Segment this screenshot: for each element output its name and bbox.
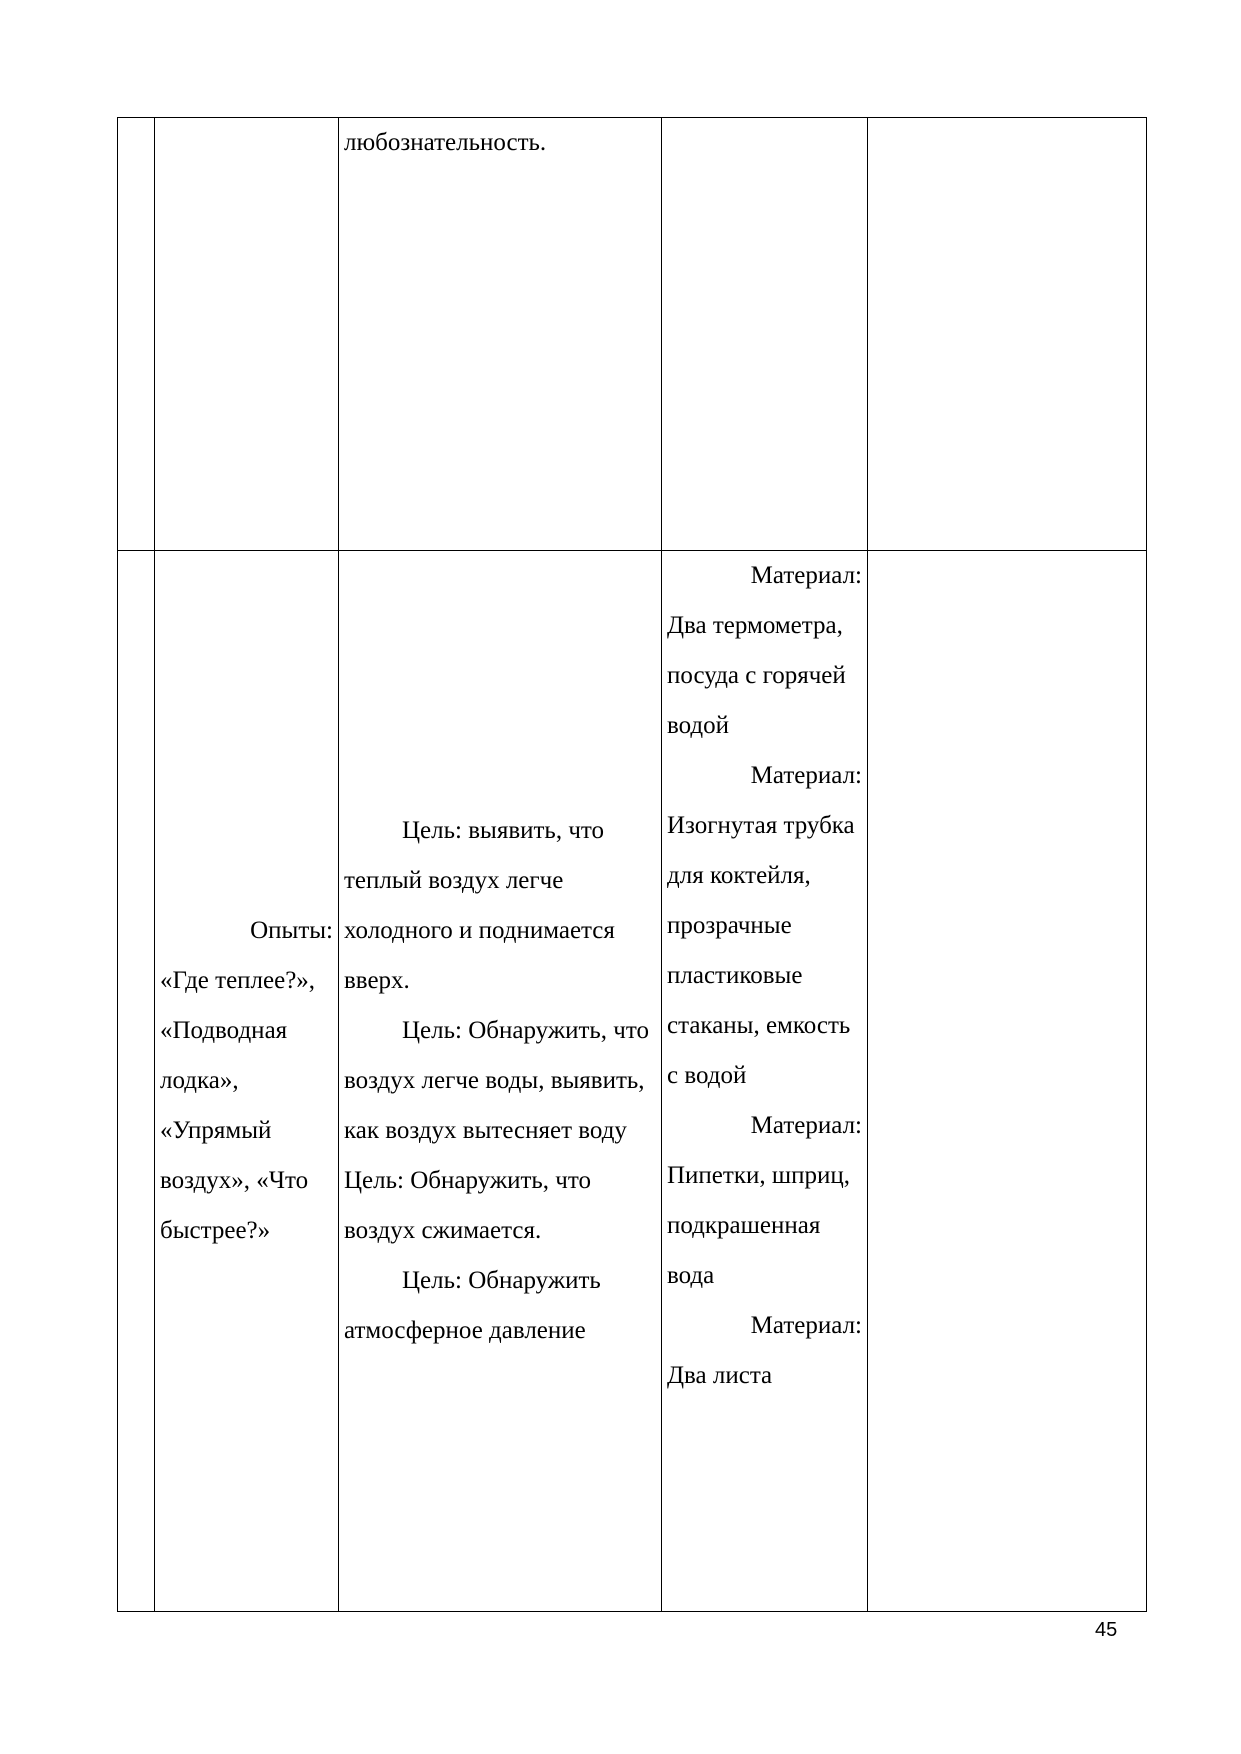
material-label: Материал: [750, 1312, 862, 1339]
goal-paragraph: Цель: Обнаружить, что воздух сжимается. [344, 1167, 591, 1244]
cell-notes [868, 551, 1147, 1612]
table-row [118, 551, 1147, 1612]
cell-notes [868, 118, 1147, 551]
material-label: Материал: [750, 562, 862, 589]
goal-text: любознательность. [344, 129, 547, 156]
material-text: Пипетки, шприц, подкрашенная вода [667, 1162, 850, 1289]
page-number: 45 [1095, 1619, 1118, 1641]
goal-paragraph: Цель: Обнаружить атмосферное давление [344, 1267, 601, 1344]
cell-number [118, 118, 155, 551]
cell-goal [339, 551, 662, 1612]
activity-text: «Где теплее?», «Подводная лодка», «Упрямый воздух», «Что быстрее?» [160, 967, 316, 1244]
cell-number [118, 551, 155, 1612]
cell-material [662, 118, 868, 551]
material-text: Изогнутая трубка для коктейля, прозрачные пластиковые стаканы, емкость с водой [667, 812, 855, 1089]
table-row [118, 118, 1147, 551]
document-table [117, 117, 1147, 1612]
cell-material [662, 551, 868, 1612]
cell-activity [155, 551, 339, 1612]
material-label: Материал: [750, 762, 862, 789]
cell-activity [155, 118, 339, 551]
cell-goal [339, 118, 662, 551]
material-label: Материал: [750, 1112, 862, 1139]
material-text: Два термометра, посуда с горячей водой [667, 612, 846, 739]
material-text: Два листа [667, 1362, 773, 1389]
goal-paragraph: Цель: выявить, что теплый воздух легче холодного и поднимается вверх. [344, 817, 615, 994]
activity-title: Опыты: [250, 917, 333, 944]
goal-paragraph: Цель: Обнаружить, что воздух легче воды, выявить, как воздух вытесняет воду [344, 1017, 649, 1144]
